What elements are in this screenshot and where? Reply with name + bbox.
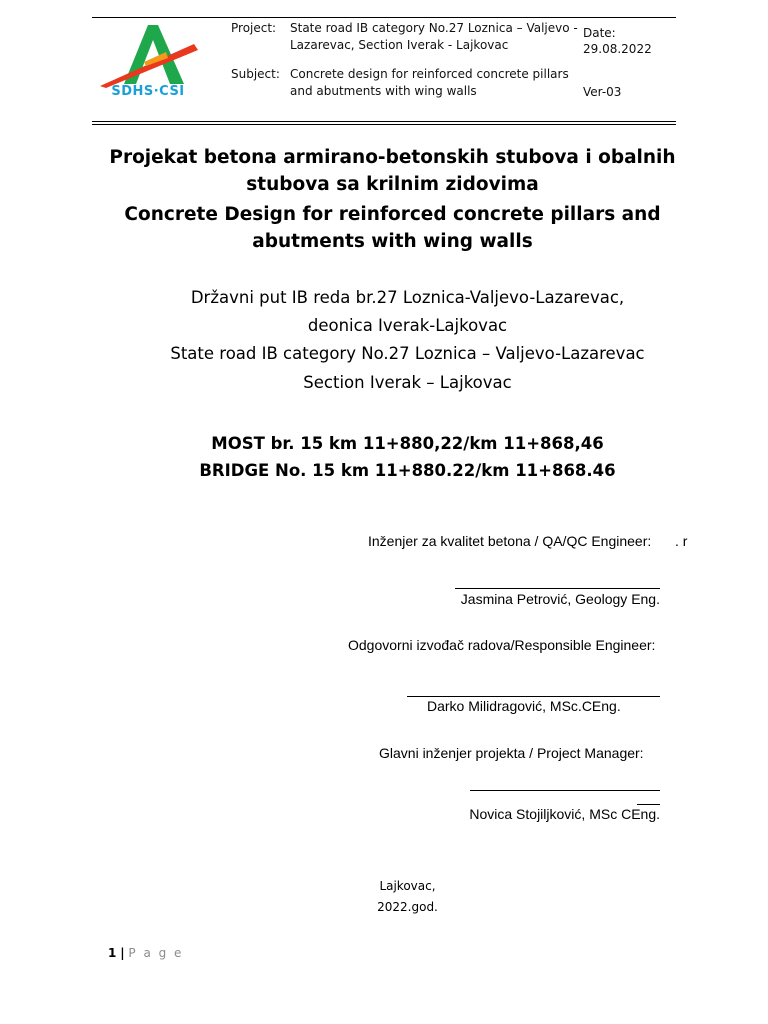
page-number: 1 [108,946,117,960]
road-en-line1: State road IB category No.27 Loznica – Valjevo-Lazarevac [170,344,645,363]
qa-signature-line [455,588,660,589]
place-year: 2022.god. [377,900,438,914]
road-en-line2: Section Iverak – Lajkovac [303,373,512,392]
qa-mark: . r [675,533,688,549]
pm-signature-line-tail [637,804,660,805]
pm-name: Novica Stojiljković, MSc CEng. [469,806,660,822]
project-value-line2: Lazarevac, Section Iverak - Lajkovac [290,38,509,52]
qa-role-label: Inženjer za kvalitet betona / QA/QC Engineer: [368,533,652,549]
subject-value-line2: and abutments with wing walls [290,84,477,98]
resp-role-label: Odgovorni izvođač radova/Responsible Engineer: [348,637,656,653]
page-separator: | [120,946,125,960]
header-bottom-rule-2 [92,124,676,125]
project-label: Project: [231,21,277,35]
road-sr-line1: Državni put IB reda br.27 Loznica-Valjevo-Lazarevac, [190,288,625,307]
place-city: Lajkovac, [379,879,436,893]
title-en-line1: Concrete Design for reinforced concrete pillars and [124,204,661,225]
project-value-line1: State road IB category No.27 Loznica – Valjevo - [290,21,578,35]
pm-role-label: Glavni inženjer projekta / Project Manager: [379,745,644,761]
resp-name: Darko Milidragović, MSc.CEng. [427,698,621,714]
page-label: P a g e [128,946,184,960]
resp-signature-line [407,696,660,697]
date-value: 29.08.2022 [583,42,652,56]
title-en-line2: abutments with wing walls [252,231,533,252]
header-top-rule [92,17,676,18]
road-sr-line2: deonica Iverak-Lajkovac [307,316,508,335]
title-sr-line1: Projekat betona armirano-betonskih stubova i obalnih [109,147,676,168]
bridge-sr: MOST br. 15 km 11+880,22/km 11+868,46 [211,434,604,453]
header-bottom-rule [92,121,676,122]
page-footer [108,946,183,960]
subject-label: Subject: [231,67,280,81]
title-sr-line2: stubova sa krilnim zidovima [246,174,539,195]
company-logo [96,22,200,102]
version-label: Ver-03 [583,85,622,99]
subject-value-line1: Concrete design for reinforced concrete pillars [290,67,569,81]
qa-name: Jasmina Petrović, Geology Eng. [460,591,660,607]
pm-signature-line [470,790,660,791]
logo-text: SDHS·CSI [111,84,185,99]
date-label: Date: [583,26,616,40]
bridge-en: BRIDGE No. 15 km 11+880.22/km 11+868.46 [199,461,616,480]
